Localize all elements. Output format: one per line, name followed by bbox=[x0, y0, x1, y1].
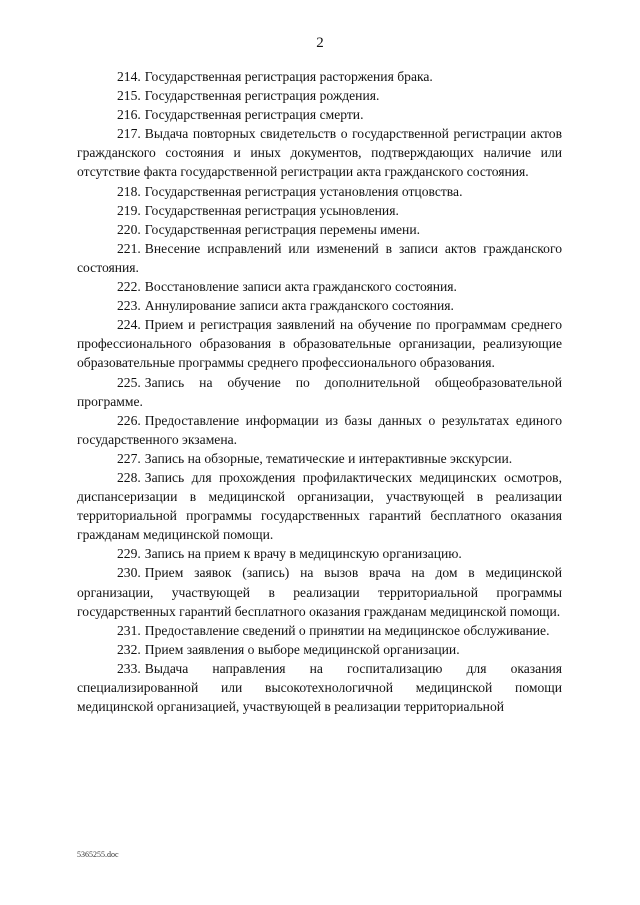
item-text: Государственная регистрация перемены имени. bbox=[144, 221, 421, 237]
list-item bbox=[77, 563, 562, 620]
item-number: 222. bbox=[117, 279, 141, 295]
item-number: 225. bbox=[117, 374, 141, 390]
item-number: 223. bbox=[117, 298, 141, 314]
item-text: Прием и регистрация заявлений на обучение по программам среднего профессионального образования в образовательные организации, реализующие образовательные программы среднего профессионального образования. bbox=[77, 317, 562, 371]
list-item bbox=[77, 124, 562, 181]
item-number: 232. bbox=[117, 641, 141, 657]
item-text: Восстановление записи акта гражданского состояния. bbox=[144, 279, 457, 295]
item-number: 231. bbox=[117, 622, 141, 638]
footer-filename: 5365255.doc bbox=[77, 850, 119, 859]
item-text: Прием заявления о выборе медицинской организации. bbox=[144, 641, 460, 657]
item-text: Аннулирование записи акта гражданского состояния. bbox=[144, 298, 454, 314]
item-text: Запись на обзорные, тематические и интерактивные экскурсии. bbox=[144, 450, 513, 466]
list-item bbox=[77, 296, 562, 315]
item-text: Предоставление информации из базы данных о результатах единого государственного экзамена. bbox=[77, 412, 562, 447]
item-number: 215. bbox=[117, 88, 141, 104]
list-item bbox=[77, 86, 562, 105]
document-body bbox=[77, 67, 562, 716]
item-text: Запись на обучение по дополнительной общеобразовательной программе. bbox=[77, 374, 562, 409]
item-number: 227. bbox=[117, 450, 141, 466]
list-item bbox=[77, 182, 562, 201]
list-item bbox=[77, 315, 562, 372]
list-item bbox=[77, 277, 562, 296]
list-item bbox=[77, 411, 562, 449]
item-text: Выдача направления на госпитализацию для оказания специализированной или высокотехнологичной медицинской помощи медицинской организацией, участвующей в реализации территориальной bbox=[77, 660, 562, 715]
item-text: Государственная регистрация рождения. bbox=[144, 88, 380, 104]
item-text: Выдача повторных свидетельств о государственной регистрации актов гражданского состояния и иных документов, подтверждающих наличие или отсутствие факта государственной регистрации акта гражданского состояния. bbox=[77, 126, 562, 180]
item-text: Государственная регистрация смерти. bbox=[144, 107, 364, 123]
item-number: 220. bbox=[117, 221, 141, 237]
list-item bbox=[77, 105, 562, 124]
list-item bbox=[77, 67, 562, 86]
list-item bbox=[77, 201, 562, 220]
list-item bbox=[77, 659, 562, 716]
list-item bbox=[77, 449, 562, 468]
item-text: Государственная регистрация установления отцовства. bbox=[144, 183, 463, 199]
item-text: Предоставление сведений о принятии на медицинское обслуживание. bbox=[144, 622, 550, 638]
item-number: 229. bbox=[117, 546, 141, 562]
item-text: Государственная регистрация усыновления. bbox=[144, 202, 399, 218]
item-text: Внесение исправлений или изменений в записи актов гражданского состояния. bbox=[77, 240, 562, 275]
item-number: 219. bbox=[117, 202, 141, 218]
list-item bbox=[77, 544, 562, 563]
page-number: 2 bbox=[316, 35, 324, 51]
item-text: Государственная регистрация расторжения брака. bbox=[144, 69, 433, 84]
item-number: 230. bbox=[117, 565, 141, 581]
list-item bbox=[77, 640, 562, 659]
item-number: 217. bbox=[117, 126, 141, 142]
item-number: 228. bbox=[117, 469, 141, 485]
item-text: Прием заявок (запись) на вызов врача на дом в медицинской организации, участвующей в реализации территориальной программы государственных гарантий бесплатного оказания гражданам медицинской помощи. bbox=[77, 565, 562, 619]
item-number: 233. bbox=[117, 660, 141, 676]
item-text: Запись на прием к врачу в медицинскую организацию. bbox=[144, 546, 462, 562]
list-item bbox=[77, 239, 562, 277]
list-item bbox=[77, 621, 562, 640]
item-number: 214. bbox=[117, 69, 141, 84]
item-number: 216. bbox=[117, 107, 141, 123]
item-number: 218. bbox=[117, 183, 141, 199]
item-number: 226. bbox=[117, 412, 141, 428]
item-number: 224. bbox=[117, 317, 141, 333]
list-item bbox=[77, 220, 562, 239]
item-number: 221. bbox=[117, 240, 141, 256]
item-text: Запись для прохождения профилактических медицинских осмотров, диспансеризации в медицинской организации, участвующей в реализации территориальной программы государственных гарантий бесплатного оказания гражданам медицинской помощи. bbox=[77, 469, 562, 543]
list-item bbox=[77, 373, 562, 411]
list-item bbox=[77, 468, 562, 544]
